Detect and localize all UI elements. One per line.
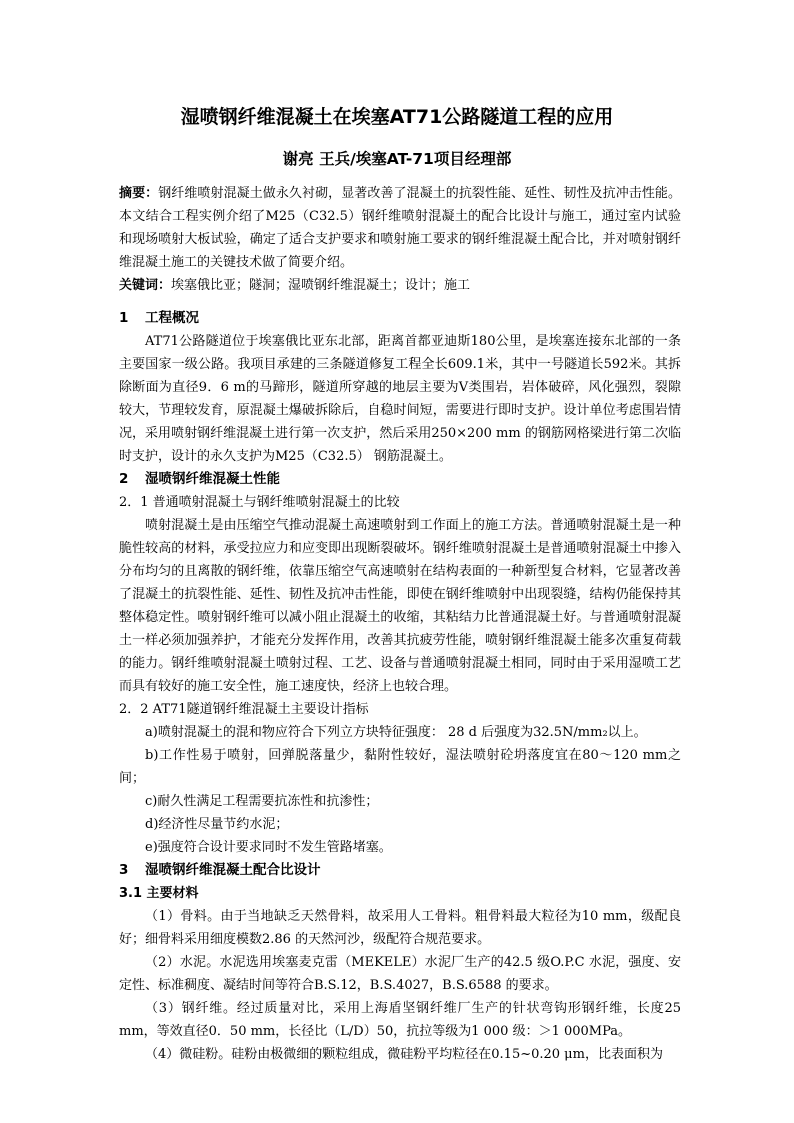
- keywords: [119, 274, 681, 297]
- abstract-text: 钢纤维喷射混凝土做永久衬砌，显著改善了混凝土的抗裂性能、延性、韧性及抗冲击性能。本文结合工程实例介绍了M25（C32.5）钢纤维喷射混凝土的配合比设计与施工，通过室内试验和现场喷射大板试验，确定了适合支护要求和喷射施工要求的钢纤维混凝土配合比，并对喷射钢纤维混凝土施工的关键技术做了简要介绍。: [119, 186, 681, 270]
- paragraph: AT71公路隧道位于埃塞俄比亚东北部，距离首都亚迪斯180公里，是埃塞连接东北部的一条主要国家一级公路。我项目承建的三条隧道修复工程全长609.1米，其中一号隧道长592米。其拆除断面为直径9．6 m的马蹄形，隧道所穿越的地层主要为Ⅴ类围岩，岩体破碎，风化强烈，裂隙较大，节理较发育，原混凝土爆破拆除后，自稳时间短，需要进行即时支护。设计单位考虑围岩情况，采用喷射钢纤维混凝土进行第一次支护，然后采用250×200 mm 的钢筋网格梁进行第二次临时支护，设计的永久支护为M25（C32.5） 钢筋混凝土。: [119, 334, 681, 464]
- abstract: [119, 182, 681, 274]
- keywords-label: 关键词：: [119, 278, 172, 293]
- section-title: 湿喷钢纤维混凝土性能: [145, 471, 280, 487]
- list-item: b)工作性易于喷射，回弹脱落量少，黏附性较好，湿法喷射砼坍落度宜在80～120 mm之间；: [119, 748, 681, 786]
- document-title: 湿喷钢纤维混凝土在埃塞AT71公路隧道工程的应用: [180, 106, 614, 128]
- list-item: （1）骨料。由于当地缺乏天然骨料，故采用人工骨料。粗骨料最大粒径为10 mm，级配良好；细骨料采用细度模数2.86 的天然河沙，级配符合规范要求。: [119, 909, 681, 947]
- document-body: [119, 182, 681, 1066]
- section-number: 2: [119, 471, 129, 487]
- section-heading: [119, 859, 681, 882]
- abstract-label: 摘要：: [119, 186, 159, 201]
- list-item: （3）钢纤维。经过质量对比，采用上海盾坚钢纤维厂生产的针状弯钩形钢纤维，长度25 mm，等效直径0．50 mm，长径比（L/D）50，抗拉等级为1 000 级：＞1 000MPa。: [119, 1001, 681, 1039]
- section-heading: [119, 468, 681, 491]
- section-heading: [119, 307, 681, 330]
- list-item: d)经济性尽量节约水泥；: [145, 817, 289, 832]
- paragraph: 喷射混凝土是由压缩空气推动混凝土高速喷射到工作面上的施工方法。普通喷射混凝土是一种脆性较高的材料，承受拉应力和应变即出现断裂破坏。钢纤维喷射混凝土是普通喷射混凝土中掺入分布均匀的且离散的钢纤维，依靠压缩空气高速喷射在结构表面的一种新型复合材料，它显著改善了混凝土的抗裂性能、延性、韧性及抗冲击性能，即使在钢纤维喷射中出现裂缝，结构仍能保持其整体稳定性。喷射钢纤维可以减小阻止混凝土的收缩，其粘结力比普通混凝土好。与普通喷射混凝土一样必须加强养护，才能充分发挥作用，改善其抗疲劳性能，喷射钢纤维混凝土能多次重复荷载的能力。钢纤维喷射混凝土喷射过程、工艺、设备与普通喷射混凝土相同，同时由于采用湿喷工艺而具有较好的施工安全性，施工速度快，经济上也较合理。: [119, 518, 681, 694]
- section-title: 湿喷钢纤维混凝土配合比设计: [145, 862, 321, 878]
- section-number: 3: [119, 862, 129, 878]
- list-item: a)喷射混凝土的混和物应符合下列立方块特征强度： 28 d 后强度为32.5N/mm₂以上。: [145, 725, 647, 740]
- section-title: 工程概况: [145, 310, 199, 326]
- list-item: （4）微硅粉。硅粉由极微细的颗粒组成，微硅粉平均粒径在0.15~0.20 μm，比表面积为: [145, 1047, 663, 1062]
- subsection-heading: 2．1 普通喷射混凝土与钢纤维喷射混凝土的比较: [119, 495, 400, 510]
- list-item: c)耐久性满足工程需要抗冻性和抗渗性；: [145, 794, 379, 809]
- document-authors: 谢亮 王兵/埃塞AT-71项目经理部: [282, 150, 512, 168]
- list-item: e)强度符合设计要求同时不发生管路堵塞。: [145, 840, 392, 855]
- subsection-heading: 2．2 AT71隧道钢纤维混凝土主要设计指标: [119, 702, 369, 717]
- list-item: （2）水泥。水泥选用埃塞麦克雷（MEKELE）水泥厂生产的42.5 级O.P.C 水泥，强度、安定性、标准稠度、凝结时间等符合B.S.12，B.S.4027，B.S.6588 的要求。: [119, 955, 681, 993]
- section-number: 1: [119, 310, 129, 326]
- keywords-text: 埃塞俄比亚；隧洞；湿喷钢纤维混凝土；设计；施工: [171, 278, 471, 293]
- subsection-heading: 3.1 主要材料: [119, 886, 199, 901]
